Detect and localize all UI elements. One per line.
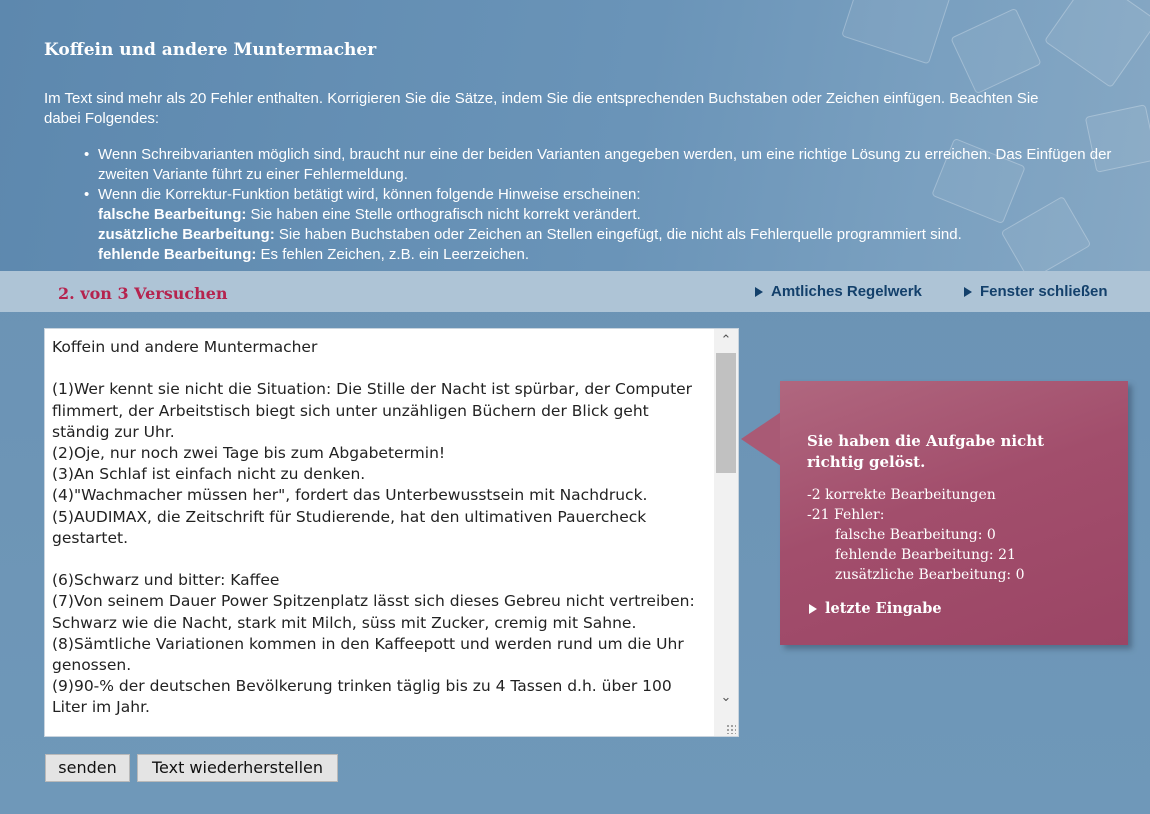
hint-false-text: Sie haben eine Stelle orthografisch nicht korrekt verändert.	[246, 206, 641, 223]
hint-missing-label: fehlende Bearbeitung:	[98, 246, 257, 263]
feedback-pointer	[741, 412, 781, 466]
hint-missing-text: Es fehlen Zeichen, z.B. ein Leerzeichen.	[256, 246, 530, 263]
scrollbar-thumb[interactable]	[716, 353, 736, 473]
close-window-label: Fenster schließen	[980, 283, 1108, 300]
send-button[interactable]: senden	[45, 754, 130, 782]
attempts-counter: 2. von 3 Versuchen	[58, 284, 228, 303]
hint-extra-label: zusätzliche Bearbeitung:	[98, 226, 275, 243]
play-arrow-icon	[755, 287, 763, 297]
chevron-up-icon[interactable]: ⌃	[720, 332, 732, 347]
resize-grip-icon[interactable]	[726, 724, 736, 734]
feedback-title: Sie haben die Aufgabe nicht richtig gelöst.	[807, 432, 1045, 471]
feedback-panel	[780, 381, 1128, 645]
extra-edits-count: zusätzliche Bearbeitung: 0	[835, 567, 1025, 583]
hint-extra-text: Sie haben Buchstaben oder Zeichen an Stellen eingefügt, die nicht als Fehlerquelle programmiert sind.	[274, 226, 962, 243]
hint-false-label: falsche Bearbeitung:	[98, 206, 247, 223]
vertical-scrollbar[interactable]	[714, 329, 738, 736]
correction-textarea[interactable]	[44, 328, 739, 737]
hint-correction	[98, 185, 1150, 265]
correct-edits-count: -2 korrekte Bearbeitungen	[807, 487, 996, 503]
restore-text-button[interactable]: Text wiederherstellen	[137, 754, 338, 782]
header-panel	[0, 0, 1150, 271]
instructions-text: Im Text sind mehr als 20 Fehler enthalten. Korrigieren Sie die Sätze, indem Sie die entsprechenden Buchstaben oder Zeichen einfügen. Beachten Sie dabei Folgendes:	[44, 90, 1039, 127]
chevron-down-icon[interactable]: ⌄	[720, 689, 732, 704]
missing-edits-count: fehlende Bearbeitung: 21	[835, 547, 1016, 563]
decorative-key	[841, 0, 951, 64]
errors-count: -21 Fehler:	[807, 507, 885, 523]
hint-variants: • Wenn Schreibvarianten möglich sind, braucht nur eine der beiden Varianten angegeben werden, um eine richtige Lösung zu erreichen. Das Einfügen der zweiten Variante führt zu einer Fehlermeldung.	[98, 145, 1150, 185]
hint-correction-intro: Wenn die Korrektur-Funktion betätigt wird, können folgende Hinweise erscheinen:	[98, 186, 641, 203]
false-edits-count: falsche Bearbeitung: 0	[835, 527, 996, 543]
close-window-link[interactable]	[964, 283, 1108, 300]
textarea-content[interactable]: Koffein und andere Muntermacher (1)Wer kennt sie nicht die Situation: Die Stille der Nacht ist spürbar, der Computer flimmert, der Arbeitstisch biegt sich unter unzähligen Büchern der Blick geht ständig zur Uhr. (2)Oje, nur noch zwei Tage bis zum Abgabetermin! (3)An Schlaf ist einfach nicht zu denken. (4)"Wachmacher müssen her", fordert das Unterbewusstsein mit Nachdruck. (5)AUDIMAX, die Zeitschrift für Studierende, hat den ultimativen Pauercheck gestartet. (6)Schwarz und bitter: Kaffee (7)Von seinem Dauer Power Spitzenplatz lässt sich dieses Gebreu nicht vertreiben: Schwarz wie die Nacht, stark mit Milch, süss mit Zucker, cremig mit Sahne. (8)Sämtliche Variationen kommen in den Kaffeepott und werden rund um die Uhr genossen. (9)90-% der deutschen Bevölkerung trinken täglig bis zu 4 Tassen d.h. über 100 Liter im Jahr.	[52, 338, 695, 717]
last-input-label: letzte Eingabe	[825, 600, 942, 617]
decorative-key	[1044, 0, 1150, 88]
page-title: Koffein und andere Muntermacher	[44, 40, 377, 60]
last-input-link[interactable]	[809, 600, 942, 617]
decorative-key	[950, 8, 1041, 95]
official-rules-link[interactable]	[755, 283, 922, 300]
play-arrow-icon	[964, 287, 972, 297]
official-rules-label: Amtliches Regelwerk	[771, 283, 922, 300]
play-arrow-icon	[809, 604, 817, 614]
hints-list	[44, 145, 1150, 265]
